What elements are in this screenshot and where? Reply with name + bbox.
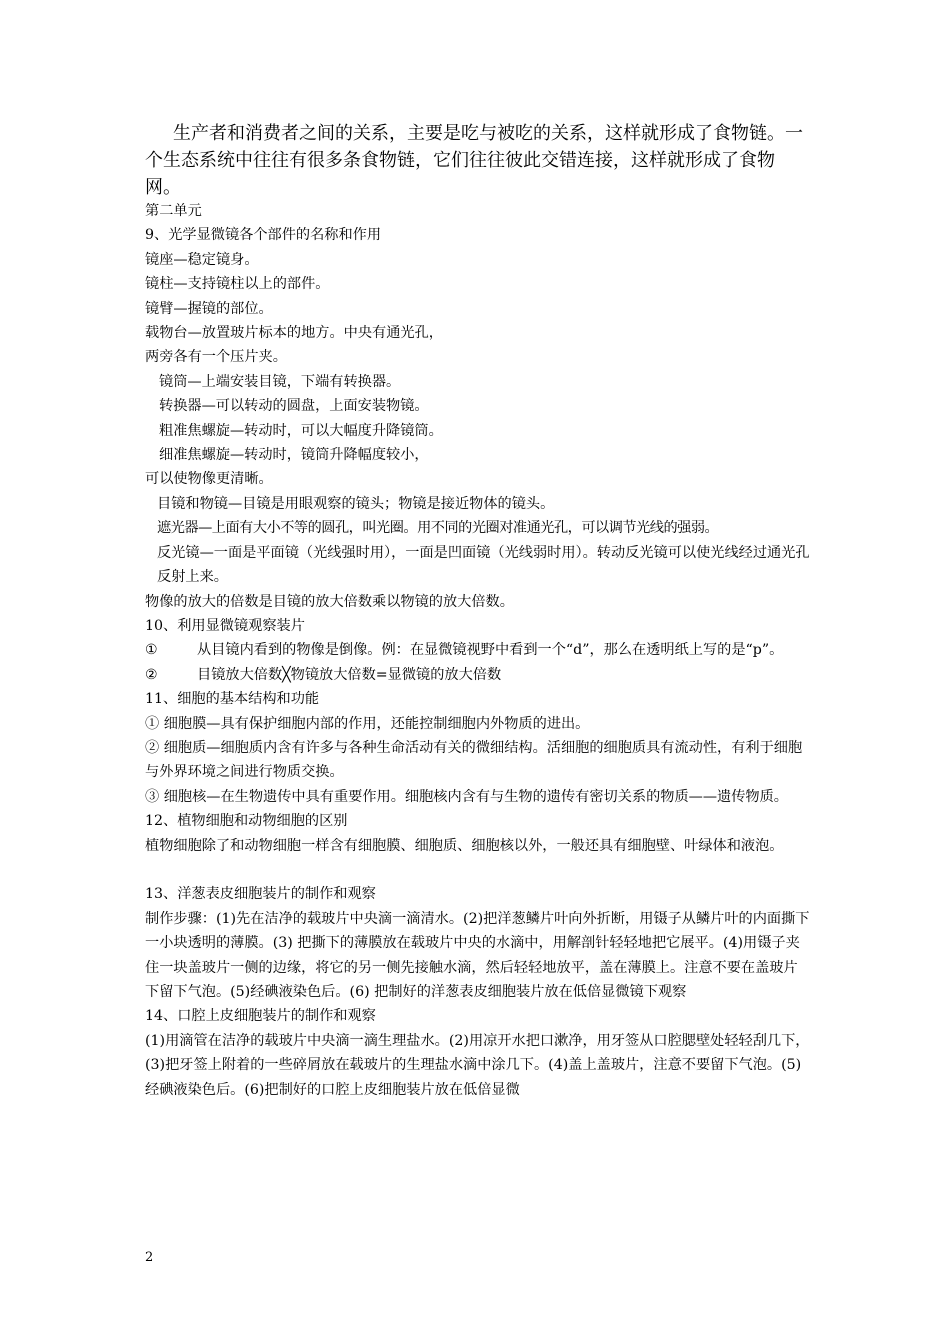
cheek-slide-steps: (1)用滴管在洁净的载玻片中央滴一滴生理盐水。(2)用凉开水把口漱净，用牙签从口腔腮壁处轻轻刮几下，(3)把牙签上附着的一些碎屑放在载玻片的生理盐水滴中涂几下。(4)盖上盖玻片，注意不要留下气泡。(5)经碘液染色后。(6)把制好的口腔上皮细胞装片放在低倍显微 <box>145 1032 810 1098</box>
cytoplasm: ② 细胞质—细胞质内含有许多与各种生命活动有关的微细结构。活细胞的细胞质具有流动性，有利于细胞与外界环境之间进行物质交换。 <box>145 739 803 781</box>
onion-slide-steps: 制作步骤：(1)先在洁净的载玻片中央滴一滴清水。(2)把洋葱鳞片叶向外折断，用镊子从鳞片叶的内面撕下一小块透明的薄膜。(3) 把撕下的薄膜放在载玻片中央的水滴中，用解剖针轻轻地把它展平。(4)用镊子夹住一块盖玻片一侧的边缘，将它的另一侧先接触水滴，然后轻轻地放平，盖在薄膜上。注意不要在盖玻片下留下气泡。(5)经碘液染色后。(6) 把制好的洋葱表皮细胞装片放在低倍显微镜下观察 <box>145 910 810 1000</box>
part-diaphragm: 遮光器—上面有大小不等的圆孔，叫光圈。用不同的光圈对准通光孔，可以调节光线的强弱。 <box>157 520 719 537</box>
section-heading-10: 10、利用显微镜观察装片 <box>145 617 305 634</box>
food-chain-text: 生产者和消费者之间的关系，主要是吃与被吃的关系，这样就形成了食物链。一个生态系统中往往有很多条食物链，它们往往彼此交错连接，这样就形成了食物网。 <box>145 123 803 198</box>
part-stage: 载物台—放置玻片标本的地方。中央有通光孔， <box>145 325 443 342</box>
inverted-image-text: 从目镜内看到的物像是倒像。例：在显微镜视野中看到一个“d”，那么在透明纸上写的是“p”。 <box>197 642 784 659</box>
blank-line <box>145 858 810 882</box>
part-tube: 镜筒—上端安装目镜，下端有转换器。 <box>159 373 401 390</box>
part-fine-focus: 细准焦螺旋—转动时，镜筒升降幅度较小， <box>159 447 429 464</box>
section-heading-12: 12、植物细胞和动物细胞的区别 <box>145 813 348 830</box>
magnification-note: 物像的放大的倍数是目镜的放大倍数乘以物镜的放大倍数。 <box>145 593 514 610</box>
part-lenses: 目镜和物镜—目镜是用眼观察的镜头；物镜是接近物体的镜头。 <box>157 495 555 512</box>
document-body <box>145 199 810 1102</box>
cell-membrane: ① 细胞膜—具有保护细胞内部的作用，还能控制细胞内外物质的进出。 <box>145 715 590 732</box>
part-pillar: 镜柱—支持镜柱以上的部件。 <box>145 276 330 293</box>
circled-number-2: ② <box>145 666 158 683</box>
list-item-inverted-image <box>145 638 810 662</box>
magnification-formula: 目镜放大倍数╳物镜放大倍数=显微镜的放大倍数 <box>197 666 502 683</box>
part-fine-focus-continued: 可以使物像更清晰。 <box>145 471 273 488</box>
list-item-magnification <box>145 663 810 687</box>
plant-animal-difference: 植物细胞除了和动物细胞一样含有细胞膜、细胞质、细胞核以外，一般还具有细胞壁、叶绿体和液泡。 <box>145 837 784 854</box>
part-base: 镜座—稳定镜身。 <box>145 251 259 268</box>
food-chain-paragraph <box>145 120 810 201</box>
circled-number-1: ① <box>145 642 158 659</box>
unit-heading: 第二单元 <box>145 203 202 219</box>
part-stage-continued: 两旁各有一个压片夹。 <box>145 349 287 366</box>
section-heading-11: 11、细胞的基本结构和功能 <box>145 691 320 708</box>
part-nosepiece: 转换器—可以转动的圆盘，上面安装物镜。 <box>159 398 429 415</box>
page-number: 2 <box>145 1250 154 1265</box>
section-heading-14: 14、口腔上皮细胞装片的制作和观察 <box>145 1008 376 1025</box>
part-coarse-focus: 粗准焦螺旋—转动时，可以大幅度升降镜筒。 <box>159 422 443 439</box>
part-mirror: 反光镜—一面是平面镜（光线强时用），一面是凹面镜（光线弱时用）。转动反光镜可以使光线经过通光孔反射上来。 <box>157 544 810 586</box>
part-arm: 镜臂—握镜的部位。 <box>145 300 273 317</box>
section-heading-9: 9、光学显微镜各个部件的名称和作用 <box>145 227 382 244</box>
nucleus: ③ 细胞核—在生物遗传中具有重要作用。细胞核内含有与生物的遗传有密切关系的物质——遗传物质。 <box>145 788 788 805</box>
section-heading-13: 13、洋葱表皮细胞装片的制作和观察 <box>145 886 376 903</box>
